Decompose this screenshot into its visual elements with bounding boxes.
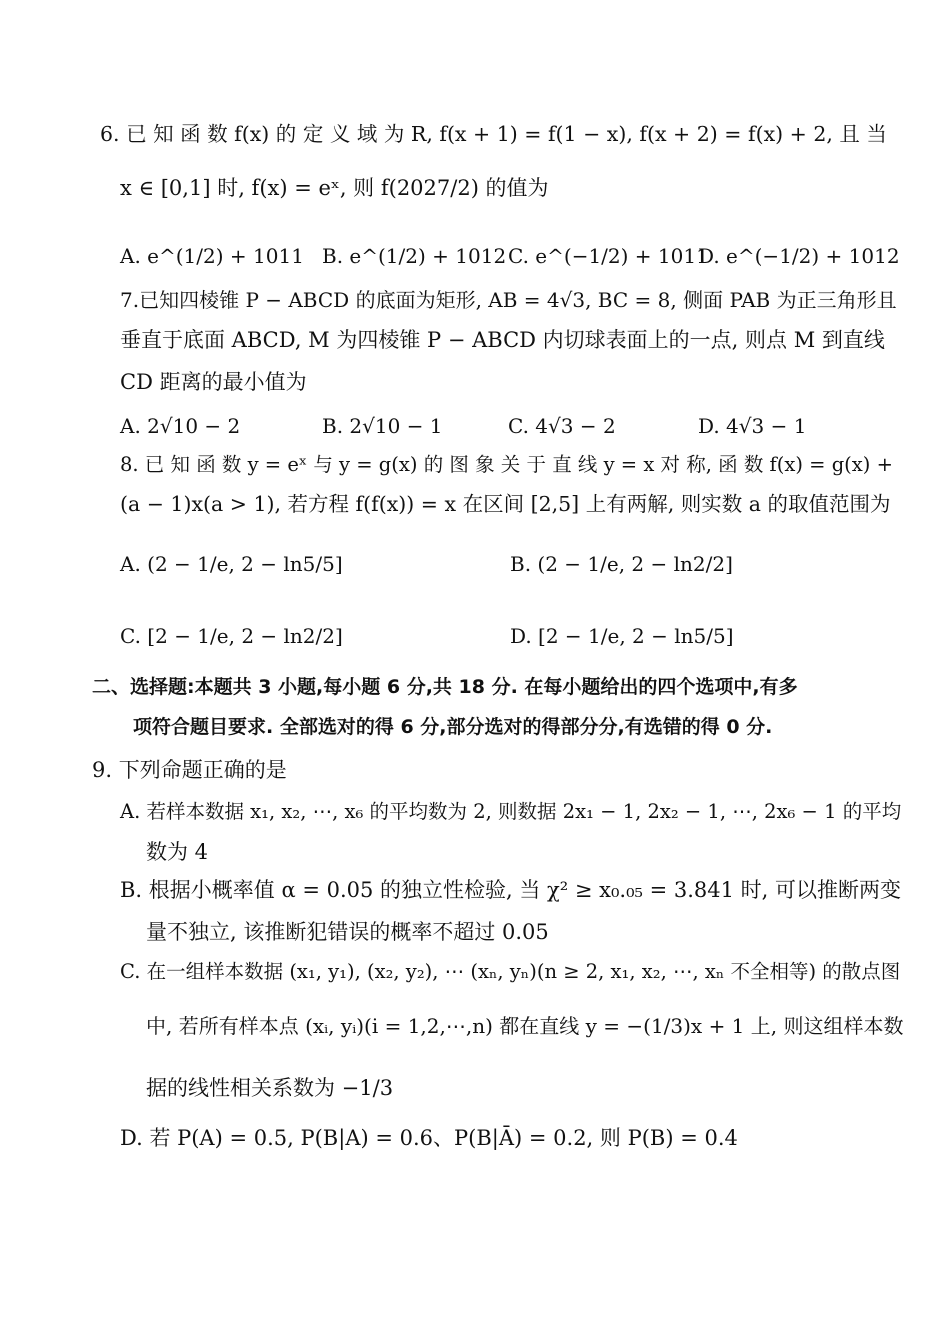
- q6-line2: x ∈ [0,1] 时, f(x) = eˣ, 则 f(2027/2) 的值为: [120, 176, 549, 200]
- q8-option-a: A. (2 − 1/e, 2 − ln5/5]: [120, 552, 343, 576]
- q8-option-b: B. (2 − 1/e, 2 − ln2/2]: [510, 552, 733, 576]
- q6-line1: 6. 已 知 函 数 f(x) 的 定 义 域 为 R, f(x + 1) = f(1 − x), f(x + 2) = f(x) + 2, 且 当: [100, 122, 887, 146]
- q8-line1: 8. 已 知 函 数 y = eˣ 与 y = g(x) 的 图 象 关 于 直 线 y = x 对 称, 函 数 f(x) = g(x) +: [120, 453, 893, 476]
- q9-option-b-line1: B. 根据小概率值 α = 0.05 的独立性检验, 当 χ² ≥ x₀.₀₅ = 3.841 时, 可以推断两变: [120, 878, 901, 902]
- q6-option-b: B. e^(1/2) + 1012: [322, 244, 507, 268]
- q8-line2: (a − 1)x(a > 1), 若方程 f(f(x)) = x 在区间 [2,5] 上有两解, 则实数 a 的取值范围为: [120, 492, 891, 516]
- section2-heading-line2: 项符合题目要求. 全部选对的得 6 分,部分选对的得部分分,有选错的得 0 分.: [133, 716, 773, 738]
- q8-option-c: C. [2 − 1/e, 2 − ln2/2]: [120, 624, 343, 648]
- q7-line1: 7.已知四棱锥 P − ABCD 的底面为矩形, AB = 4√3, BC = 8, 侧面 PAB 为正三角形且: [120, 288, 897, 312]
- q9-option-c-line3: 据的线性相关系数为 −1/3: [146, 1076, 394, 1100]
- q7-option-c: C. 4√3 − 2: [508, 414, 616, 438]
- q8-option-d: D. [2 − 1/e, 2 − ln5/5]: [510, 624, 734, 648]
- q6-option-c: C. e^(−1/2) + 1011: [508, 244, 709, 268]
- q7-option-a: A. 2√10 − 2: [120, 414, 241, 438]
- q9-option-c-line2: 中, 若所有样本点 (xᵢ, yᵢ)(i = 1,2,⋯,n) 都在直线 y = −(1/3)x + 1 上, 则这组样本数: [146, 1014, 904, 1038]
- q6-option-d: D. e^(−1/2) + 1012: [698, 244, 900, 268]
- q7-option-b: B. 2√10 − 1: [322, 414, 443, 438]
- q9-option-a-line2: 数为 4: [146, 840, 209, 864]
- q9-option-c-line1: C. 在一组样本数据 (x₁, y₁), (x₂, y₂), ⋯ (xₙ, yₙ)(n ≥ 2, x₁, x₂, ⋯, xₙ 不全相等) 的散点图: [120, 960, 901, 983]
- q7-line2: 垂直于底面 ABCD, M 为四棱锥 P − ABCD 内切球表面上的一点, 则点 M 到直线: [120, 328, 885, 352]
- section2-heading-line1: 二、选择题:本题共 3 小题,每小题 6 分,共 18 分. 在每小题给出的四个选项中,有多: [92, 676, 798, 698]
- q9-option-d: D. 若 P(A) = 0.5, P(B|A) = 0.6、P(B|Ā) = 0.2, 则 P(B) = 0.4: [120, 1126, 738, 1150]
- q9-option-a-line1: A. 若样本数据 x₁, x₂, ⋯, x₆ 的平均数为 2, 则数据 2x₁ − 1, 2x₂ − 1, ⋯, 2x₆ − 1 的平均: [120, 800, 902, 823]
- q9-option-b-line2: 量不独立, 该推断犯错误的概率不超过 0.05: [146, 920, 549, 944]
- q7-line3: CD 距离的最小值为: [120, 370, 307, 394]
- q7-option-d: D. 4√3 − 1: [698, 414, 807, 438]
- q9-stem: 9. 下列命题正确的是: [92, 758, 287, 782]
- q6-option-a: A. e^(1/2) + 1011: [120, 244, 304, 268]
